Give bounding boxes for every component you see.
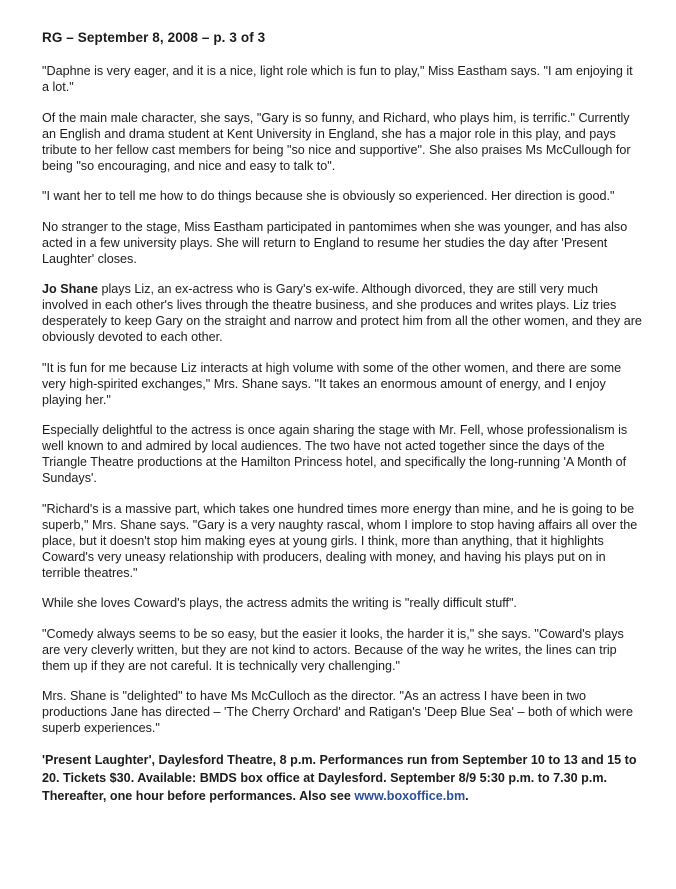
boxoffice-link[interactable]: www.boxoffice.bm — [354, 788, 466, 803]
paragraph-jo-shane-text: plays Liz, an ex-actress who is Gary's ex-wife. Although divorced, they are still very much involved in each other's lives through the theatre business, and she produces and writes plays. Liz tries desperately to keep Gary on the straight and narrow and protect him from all the other women, and they are obviously devoted to each other. — [42, 282, 642, 344]
paragraph-jo-shane — [42, 281, 642, 345]
paragraph-liz-fun: "It is fun for me because Liz interacts at high volume with some of the other women, and there are some very high-spirited exchanges," Mrs. Shane says. "It takes an enormous amount of energy, and I enjoy playing her." — [42, 360, 622, 407]
paragraph-direction-quote: "I want her to tell me how to do things because she is obviously so experienced. Her direction is good." — [42, 189, 615, 203]
performance-info — [42, 751, 642, 805]
performance-info-text: 'Present Laughter', Daylesford Theatre, 8 p.m. Performances run from September 10 to 13 and 15 to 20. Tickets $30. Available: BMDS box office at Daylesford. September 8/9 5:30 p.m. to 7.30 p.m. Thereafter, one hour before performances. Also see — [42, 752, 637, 803]
paragraph-main-male-character: Of the main male character, she says, "Gary is so funny, and Richard, who plays him, is terrific." Currently an English and drama student at Kent University in England, she has a major role in this play, and pays tribute to her fellow cast members for being "so nice and supportive". She also praises Ms McCullough for being "so encouraging, and nice and easy to talk to". — [42, 110, 631, 173]
paragraph-coward-plays: While she loves Coward's plays, the actress admits the writing is "really difficult stuff". — [42, 596, 517, 610]
article — [42, 30, 642, 805]
paragraph-mr-fell: Especially delightful to the actress is once again sharing the stage with Mr. Fell, whose professionalism is well known to and admired by local audiences. The two have not acted together since the days of the Triangle Theatre productions at the Hamilton Princess hotel, and specifically the long-running 'A Month of Sundays'. — [42, 423, 628, 485]
performance-info-end: . — [465, 788, 469, 803]
paragraph-stage-experience: No stranger to the stage, Miss Eastham participated in pantomimes when she was younger, and has also acted in a few university plays. She will return to England to resume her studies the day after 'Present Laughter' closes. — [42, 219, 628, 266]
actor-name: Jo Shane — [42, 282, 98, 296]
page-header: RG – September 8, 2008 – p. 3 of 3 — [42, 30, 266, 45]
paragraph-delighted: Mrs. Shane is "delighted" to have Ms McCulloch as the director. "As an actress I have been in two productions Jane has directed – 'The Cherry Orchard' and Ratigan's 'Deep Blue Sea' – both of which were superb experiences." — [42, 689, 633, 735]
paragraph-comedy-quote: "Comedy always seems to be so easy, but the easier it looks, the harder it is," she says. "Coward's plays are very cleverly written, but they are not kind to actors. Because of the way he writes, the lines can trip them up if they are not careful. It is technically very challenging." — [42, 626, 624, 673]
paragraph-richard-quote: "Richard's is a massive part, which takes one hundred times more energy than mine, and he is going to be superb," Mrs. Shane says. "Gary is a very naughty rascal, whom I implore to stop having affairs all over the place, but it doesn't stop him making eyes at young girls. I think, more than anything, that it highlights Coward's very uneasy relationship with producers, dealing with money, and having his plays put on in terrible theatres." — [42, 501, 638, 580]
paragraph-daphne-quote: "Daphne is very eager, and it is a nice, light role which is fun to play," Miss Eastham says. "I am enjoying it a lot." — [42, 64, 633, 94]
